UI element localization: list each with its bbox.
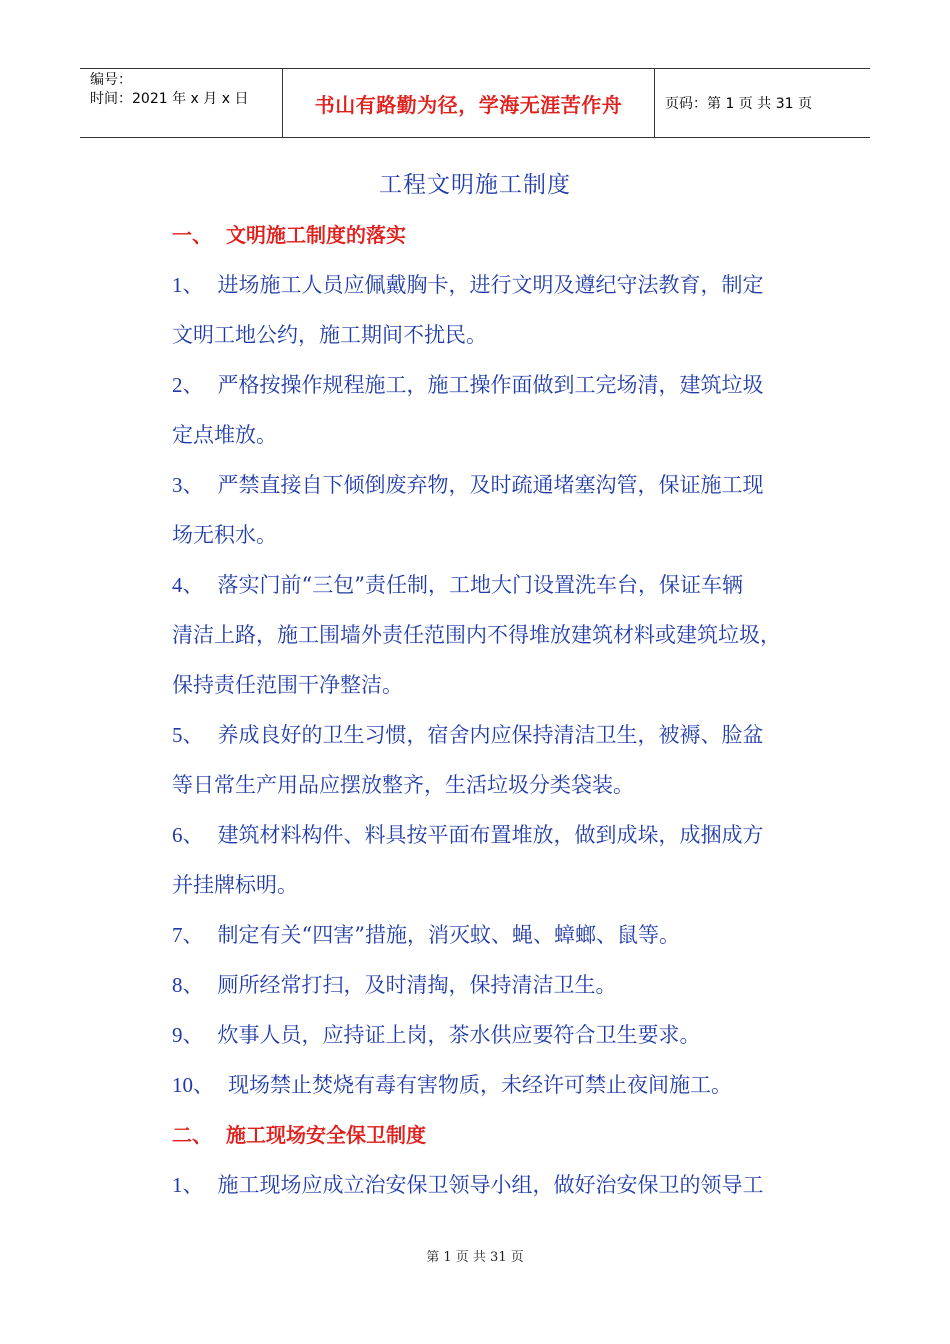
item-text: 保持责任范围干净整洁。 xyxy=(172,673,403,697)
list-item xyxy=(172,360,832,410)
list-item xyxy=(172,960,832,1010)
item-text: 养成良好的卫生习惯，宿舍内应保持清洁卫生，被褥、脸盆 xyxy=(217,723,764,747)
header-page-label: 页码：第 1 页 共 31 页 xyxy=(665,96,812,112)
item-number: 10、 xyxy=(172,1073,214,1097)
page-header xyxy=(80,68,870,138)
item-number: 7、 xyxy=(172,923,204,947)
list-item xyxy=(172,460,832,510)
item-text: 场无积水。 xyxy=(172,523,277,547)
item-text: 定点堆放。 xyxy=(172,423,277,447)
list-item-continuation xyxy=(172,510,832,560)
item-number: 5、 xyxy=(172,723,204,747)
list-item xyxy=(172,260,832,310)
time-label: 时间：2021 年 x 月 x 日 xyxy=(90,91,249,107)
section-heading xyxy=(172,210,832,260)
item-number: 3、 xyxy=(172,473,204,497)
item-number: 1、 xyxy=(172,1173,204,1197)
list-item-continuation xyxy=(172,860,832,910)
list-item xyxy=(172,910,832,960)
item-text: 施工现场应成立治安保卫领导小组，做好治安保卫的领导工 xyxy=(217,1173,764,1197)
item-text: 并挂牌标明。 xyxy=(172,873,298,897)
item-text: 严禁直接自下倾倒废弃物，及时疏通堵塞沟管，保证施工现 xyxy=(217,473,764,497)
list-item xyxy=(172,560,832,610)
list-item-continuation xyxy=(172,410,832,460)
item-number: 4、 xyxy=(172,573,204,597)
header-motto: 书山有路勤为径，学海无涯苦作舟 xyxy=(282,69,655,137)
list-item xyxy=(172,1010,832,1060)
document-title: 工程文明施工制度 xyxy=(379,172,571,198)
list-item xyxy=(172,1060,832,1110)
document-body xyxy=(172,210,832,1210)
item-number: 9、 xyxy=(172,1023,204,1047)
item-text: 严格按操作规程施工，施工操作面做到工完场清，建筑垃圾 xyxy=(217,373,764,397)
item-number: 8、 xyxy=(172,973,204,997)
item-number: 1、 xyxy=(172,273,204,297)
item-text: 落实门前“三包”责任制，工地大门设置洗车台，保证车辆 xyxy=(217,573,743,597)
item-text: 清洁上路，施工围墙外责任范围内不得堆放建筑材料或建筑垃圾， xyxy=(172,623,781,647)
list-item xyxy=(172,810,832,860)
list-item xyxy=(172,1160,832,1210)
list-item xyxy=(172,710,832,760)
item-number: 二、 xyxy=(172,1125,212,1147)
header-meta xyxy=(80,69,282,137)
item-text: 制定有关“四害”措施，消灭蚊、蝇、蟑螂、鼠等。 xyxy=(217,923,680,947)
item-text: 文明施工制度的落实 xyxy=(226,223,406,247)
item-text: 现场禁止焚烧有毒有害物质，未经许可禁止夜间施工。 xyxy=(228,1073,732,1097)
number-label: 编号： xyxy=(90,72,132,88)
item-number: 一、 xyxy=(172,225,212,247)
section-heading xyxy=(172,1110,832,1160)
item-number: 2、 xyxy=(172,373,204,397)
item-text: 等日常生产用品应摆放整齐，生活垃圾分类袋装。 xyxy=(172,773,634,797)
list-item-continuation xyxy=(172,610,832,660)
list-item-continuation xyxy=(172,760,832,810)
list-item-continuation xyxy=(172,310,832,360)
item-text: 文明工地公约，施工期间不扰民。 xyxy=(172,323,487,347)
item-text: 进场施工人员应佩戴胸卡，进行文明及遵纪守法教育，制定 xyxy=(217,273,764,297)
item-text: 建筑材料构件、料具按平面布置堆放，做到成垛，成捆成方 xyxy=(217,823,764,847)
item-text: 厕所经常打扫，及时清掏，保持清洁卫生。 xyxy=(217,973,617,997)
item-text: 施工现场安全保卫制度 xyxy=(226,1123,426,1147)
page-footer: 第 1 页 共 31 页 xyxy=(426,1250,524,1265)
item-number: 6、 xyxy=(172,823,204,847)
item-text: 炊事人员，应持证上岗，茶水供应要符合卫生要求。 xyxy=(217,1023,701,1047)
list-item-continuation xyxy=(172,660,832,710)
